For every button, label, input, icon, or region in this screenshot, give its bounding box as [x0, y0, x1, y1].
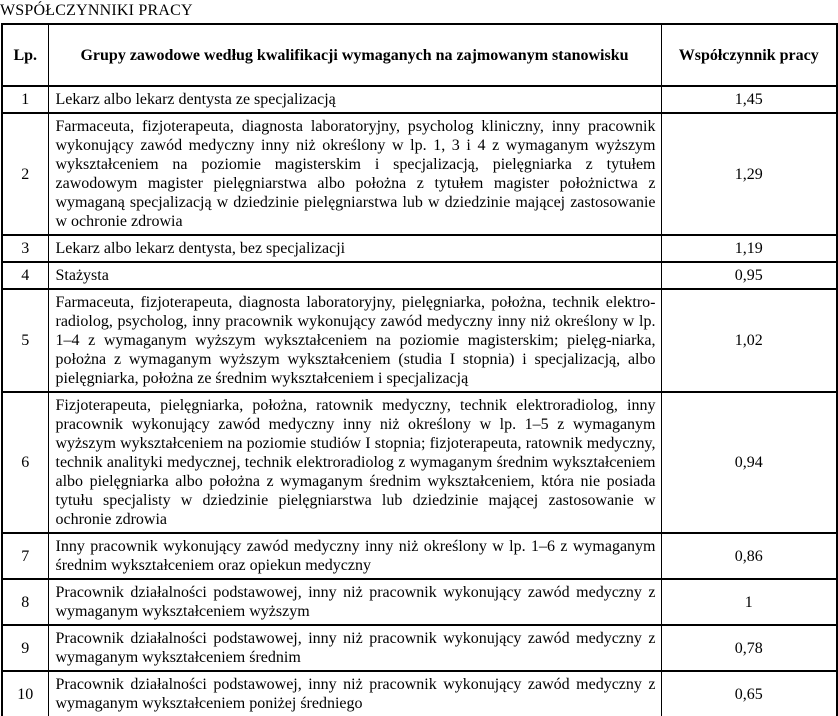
header-coefficient: Współczynnik pracy: [661, 24, 837, 86]
coefficient-cell: 1: [661, 579, 837, 625]
group-description-cell: Stażysta: [48, 262, 661, 289]
header-group: Grupy zawodowe według kwalifikacji wymaganych na zajmowanym stanowisku: [48, 24, 661, 86]
coefficient-cell: 0,86: [661, 533, 837, 579]
row-number-cell: 5: [2, 289, 48, 392]
table-row: [2, 392, 837, 533]
group-description-cell: Pracownik działalności podstawowej, inny niż pracownik wykonujący zawód medyczny z wymaganym wykształceniem średnim: [48, 625, 661, 671]
table-row: [2, 113, 837, 235]
row-number-cell: 2: [2, 113, 48, 235]
table-row: [2, 625, 837, 671]
coefficient-cell: 1,45: [661, 86, 837, 113]
table-row: [2, 533, 837, 579]
coefficient-cell: 0,95: [661, 262, 837, 289]
group-description-cell: Fizjoterapeuta, pielęgniarka, położna, ratownik medyczny, technik elektroradiolog, inny pracownik wykonujący zawód medyczny inny niż określony w lp. 1–5 z wymaganym wyższym wykształceniem na poziomie studiów I stopnia; fizjoterapeuta, ratownik medyczny, technik analityki medycznej, technik elektroradiolog z wymaganym średnim wykształceniem albo pielęgniarka albo położna z wymaganym średnim wykształceniem, która nie posiada tytułu specjalisty w dziedzinie pielęgniarstwa lub dziedzinie mającej zastosowanie w ochronie zdrowia: [48, 392, 661, 533]
coefficient-cell: 0,94: [661, 392, 837, 533]
table-body: [2, 86, 837, 716]
row-number-cell: 6: [2, 392, 48, 533]
table-row: [2, 235, 837, 262]
row-number-cell: 9: [2, 625, 48, 671]
coefficient-cell: 0,78: [661, 625, 837, 671]
coefficient-cell: 1,02: [661, 289, 837, 392]
group-description-cell: Pracownik działalności podstawowej, inny niż pracownik wykonujący zawód medyczny z wymaganym wykształceniem poniżej średniego: [48, 671, 661, 716]
table-row: [2, 671, 837, 716]
header-lp: Lp.: [2, 24, 48, 86]
row-number-cell: 7: [2, 533, 48, 579]
row-number-cell: 1: [2, 86, 48, 113]
group-description-cell: Farmaceuta, fizjoterapeuta, diagnosta laboratoryjny, pielęgniarka, położna, technik elektro-radiolog, psycholog, inny pracownik wykonujący zawód medyczny inny niż określony w lp. 1–4 z wymaganym wyższym wykształceniem na poziomie magisterskim; pielęg-niarka, położna z wymaganym wyższym wykształceniem (studia I stopnia) i specjalizacją, albo pielęgniarka, położna ze średnim wykształceniem i specjalizacją: [48, 289, 661, 392]
group-description-cell: Lekarz albo lekarz dentysta, bez specjalizacji: [48, 235, 661, 262]
group-description-cell: Inny pracownik wykonujący zawód medyczny inny niż określony w lp. 1–6 z wymaganym średnim wykształceniem oraz opiekun medyczny: [48, 533, 661, 579]
coefficient-cell: 0,65: [661, 671, 837, 716]
row-number-cell: 4: [2, 262, 48, 289]
work-coefficients-table: [1, 23, 838, 716]
table-row: [2, 289, 837, 392]
header-row: [2, 24, 837, 86]
group-description-cell: Lekarz albo lekarz dentysta ze specjalizacją: [48, 86, 661, 113]
table-row: [2, 86, 837, 113]
row-number-cell: 10: [2, 671, 48, 716]
table-row: [2, 579, 837, 625]
row-number-cell: 3: [2, 235, 48, 262]
coefficient-cell: 1,29: [661, 113, 837, 235]
table-header: [2, 24, 837, 86]
group-description-cell: Farmaceuta, fizjoterapeuta, diagnosta laboratoryjny, psycholog kliniczny, inny pracownik wykonujący zawód medyczny inny niż określony w lp. 1, 3 i 4 z wymaganym wyższym wykształceniem na poziomie magisterskim i specjalizacją, pielęgniarka z tytułem zawodowym magister pielęgniarstwa albo położna z tytułem magister położnictwa z wymaganą specjalizacją w dziedzinie pielęgniarstwa lub w dziedzinie mającej zastosowanie w ochronie zdrowia: [48, 113, 661, 235]
group-description-cell: Pracownik działalności podstawowej, inny niż pracownik wykonujący zawód medyczny z wymaganym wykształceniem wyższym: [48, 579, 661, 625]
coefficient-cell: 1,19: [661, 235, 837, 262]
page-title: WSPÓŁCZYNNIKI PRACY: [0, 2, 193, 19]
row-number-cell: 8: [2, 579, 48, 625]
table-row: [2, 262, 837, 289]
